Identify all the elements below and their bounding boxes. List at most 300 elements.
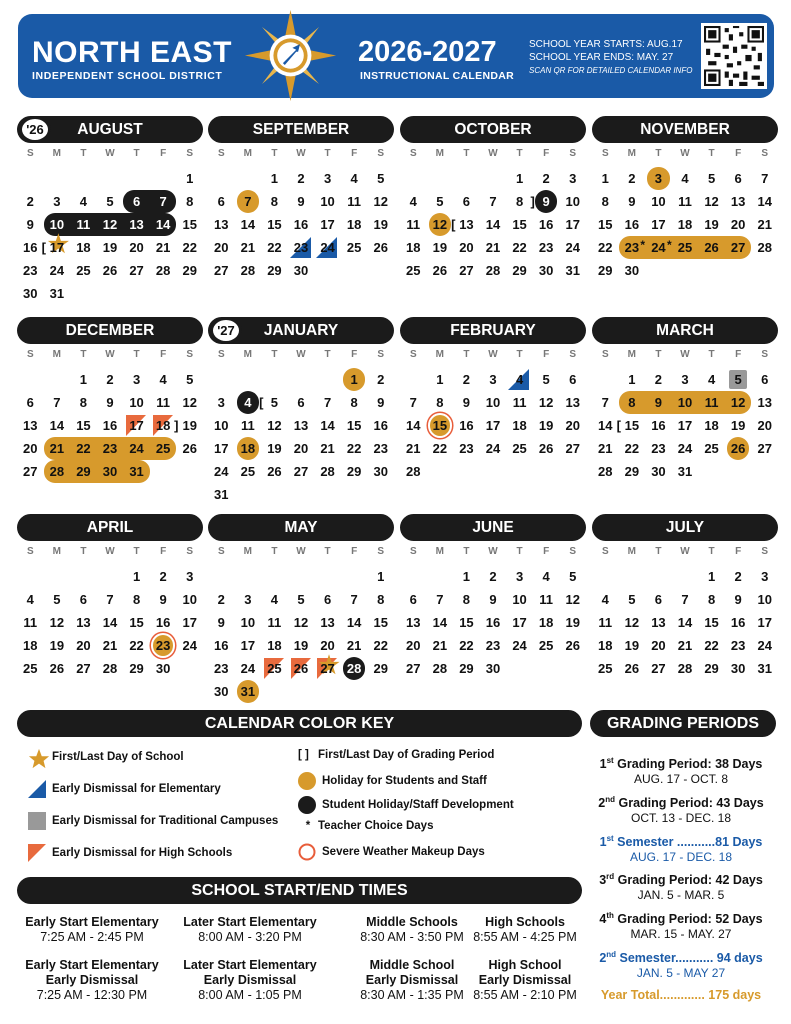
day-cell: 2 [377, 372, 385, 387]
day-cell: 18 [598, 638, 613, 653]
day-cell: 8 [619, 391, 646, 414]
weekday-label: F [543, 148, 550, 159]
weekday-label: S [761, 148, 769, 159]
day-cell: 29 [459, 661, 474, 676]
day-cell: 14 [240, 217, 256, 232]
day-cell: 10 [512, 592, 527, 607]
day-cell: 9 [26, 217, 34, 232]
weekday-label: S [601, 148, 609, 159]
day-cell: 19 [730, 418, 746, 433]
day-cell: 20 [651, 638, 666, 653]
weekday-label: S [186, 546, 194, 557]
empty-cell [288, 565, 315, 588]
weekday-label: M [52, 349, 62, 360]
day-cell: 29 [598, 263, 613, 278]
weekday-label: M [435, 546, 445, 557]
empty-cell [261, 368, 288, 391]
day-cell: 24 [485, 441, 501, 456]
empty-cell [17, 368, 44, 391]
school-time-range: 7:25 AM - 12:30 PM [36, 988, 148, 1002]
day-cell: 12 [565, 592, 580, 607]
day-cell: 3 [761, 569, 769, 584]
weekday-label: M [627, 148, 637, 159]
day-cell: 1 [132, 569, 141, 584]
empty-cell [208, 167, 235, 190]
day-cell: 9 [489, 592, 497, 607]
day-cell: 29 [624, 464, 640, 479]
day-cell: 29 [182, 263, 197, 278]
day-cell: 25 [406, 263, 421, 278]
day-cell: [ 15 [619, 414, 646, 437]
ring-circle-icon [298, 843, 316, 861]
header [18, 14, 774, 98]
semester-2: 2nd Semester........... 94 days JAN. 5 - MAY 27 [599, 950, 763, 981]
day-cell: 17 [651, 217, 666, 232]
school-time-range: 8:00 AM - 3:20 PM [198, 930, 302, 944]
day-cell: 24 [214, 464, 229, 479]
day-cell: 11 [678, 194, 692, 209]
day-cell: 19 [704, 217, 719, 232]
day-cell: 20 [76, 638, 91, 653]
day-cell: 28 [44, 460, 71, 483]
empty-cell [235, 368, 262, 391]
day-cell: 10 [214, 418, 229, 433]
day-cell: 4 [270, 592, 279, 607]
school-time-label: Middle Schools [366, 915, 458, 929]
day-cell: 15 [267, 217, 282, 232]
day-cell: 26 [288, 657, 315, 680]
day-cell: 9 [462, 395, 471, 410]
day-cell: 30 [624, 263, 640, 278]
day-cell: 28 [155, 263, 171, 278]
day-cell: 11 [156, 395, 170, 410]
day-cell: 1 [707, 569, 716, 584]
day-cell: 24 * [645, 236, 672, 259]
day-cell: 22 [267, 240, 282, 255]
day-cell: 26 [432, 263, 448, 278]
grading-period-4: 4th Grading Period: 52 Days MAR. 15 - MAY. 27 [599, 911, 763, 942]
day-cell: 4 [409, 194, 417, 209]
day-grid [17, 167, 203, 305]
weekday-label: M [243, 148, 253, 159]
weekday-label: S [26, 148, 34, 159]
day-cell: 22 [624, 441, 640, 456]
day-cell: 17 [214, 441, 229, 456]
month-header [208, 514, 394, 541]
weekday-label: T [133, 349, 140, 360]
month-name: OCTOBER [454, 121, 532, 138]
day-cell: 21 [757, 217, 772, 232]
day-cell: 17 [182, 615, 197, 630]
day-cell: 16 [293, 217, 309, 232]
day-cell: 19 [624, 638, 640, 653]
day-cell: 26 [727, 437, 750, 460]
day-cell: 4 [350, 171, 358, 186]
school-time-sub: Early Dismissal [45, 973, 139, 987]
day-cell: [ 17 ★ [44, 236, 71, 259]
school-time-range: 8:55 AM - 4:25 PM [473, 930, 577, 944]
day-cell: 5 [377, 171, 385, 186]
weekday-label: S [569, 546, 577, 557]
day-cell: 25 [150, 437, 177, 460]
key-label: Severe Weather Makeup Days [322, 846, 485, 858]
empty-cell [44, 167, 71, 190]
month-name: MARCH [656, 322, 714, 339]
empty-cell [619, 565, 646, 588]
day-cell: 16 [459, 418, 474, 433]
weekday-label: T [133, 546, 140, 557]
month-header [400, 116, 586, 143]
day-cell: 13 [123, 213, 150, 236]
day-cell: 13 [730, 194, 746, 209]
weekday-label: W [296, 546, 306, 557]
day-cell: 18 [538, 615, 554, 630]
empty-cell [70, 167, 97, 190]
day-cell: 29 [129, 661, 144, 676]
year-info [529, 38, 692, 77]
day-cell: 21 [44, 437, 71, 460]
day-cell: 3 [217, 395, 225, 410]
weekday-label: F [735, 148, 742, 159]
weekday-label: W [488, 546, 498, 557]
day-cell: 13 [565, 395, 580, 410]
day-cell: 20 [320, 638, 335, 653]
day-cell: 13 [651, 615, 666, 630]
day-cell: 25 [346, 240, 362, 255]
day-cell: 4 [79, 194, 88, 209]
day-cell: 3 [53, 194, 61, 209]
empty-cell [427, 167, 454, 190]
day-cell: 20 [293, 441, 309, 456]
month-name: SEPTEMBER [252, 121, 350, 138]
weekday-label: S [217, 349, 225, 360]
day-cell: 14 [406, 418, 421, 433]
day-cell: 30 [373, 464, 388, 479]
day-cell: 22 [459, 638, 474, 653]
day-cell: 9 [645, 391, 672, 414]
day-cell: 15 [598, 217, 613, 232]
day-cell: 25 [23, 661, 38, 676]
day-cell: 31 [677, 464, 693, 479]
day-cell: 27 [651, 661, 666, 676]
day-cell: 30 [155, 661, 171, 676]
day-cell: 16 [23, 240, 38, 255]
empty-cell [592, 368, 619, 391]
day-cell: 10 [129, 395, 144, 410]
day-cell: 12 [624, 615, 640, 630]
day-cell: 27 [23, 464, 38, 479]
school-year: 2026-2027 [358, 36, 497, 68]
weekday-row [17, 148, 203, 164]
day-cell: 23 [459, 441, 474, 456]
day-cell: 8 [132, 592, 141, 607]
day-cell: 4 [506, 368, 533, 391]
weekday-label: M [243, 349, 253, 360]
day-cell: 17 [123, 414, 150, 437]
day-cell: 20 [730, 217, 746, 232]
day-cell: 2 [297, 171, 305, 186]
semester-1: 1st Semester ...........81 Days AUG. 17 - DEC. 18 [599, 834, 763, 865]
day-cell: 2 [106, 372, 114, 387]
weekday-label: S [186, 148, 194, 159]
day-cell: 17 [485, 418, 501, 433]
day-cell: 8 [462, 592, 471, 607]
day-cell: 7 [106, 592, 114, 607]
day-cell: 28 [677, 661, 693, 676]
empty-cell [427, 565, 454, 588]
school-time-range: 8:30 AM - 1:35 PM [360, 988, 464, 1002]
day-cell: 16 [102, 418, 118, 433]
weekday-label: T [324, 546, 331, 557]
weekday-row [592, 148, 778, 164]
empty-cell [97, 167, 124, 190]
day-cell: 5 [707, 171, 716, 186]
day-cell: 4 [26, 592, 34, 607]
day-cell: 9 [377, 395, 385, 410]
weekday-label: T [655, 349, 662, 360]
day-cell: 22 [70, 437, 97, 460]
day-cell: 13 [320, 615, 335, 630]
day-cell: 3 [681, 372, 689, 387]
qr-code-icon[interactable] [701, 23, 767, 89]
day-cell: 28 [485, 263, 501, 278]
day-cell: 18 [512, 418, 527, 433]
weekday-label: T [655, 148, 662, 159]
day-cell: 19 [293, 638, 309, 653]
day-cell: 11 [70, 213, 97, 236]
day-cell: 25 [538, 638, 554, 653]
month-october [400, 116, 586, 282]
day-cell: 11 [347, 194, 361, 209]
day-cell: 3 [186, 569, 194, 584]
day-cell: 13 [406, 615, 421, 630]
day-cell: 31 [237, 680, 260, 703]
day-grid [592, 167, 778, 282]
day-cell: 20 [459, 240, 474, 255]
day-cell: 23 [23, 263, 38, 278]
weekday-label: T [80, 546, 87, 557]
school-time-range: 8:30 AM - 3:50 PM [360, 930, 464, 944]
day-cell: 8 [186, 194, 194, 209]
day-cell: 24 [314, 236, 341, 259]
day-cell: 16 [214, 638, 229, 653]
empty-cell [150, 167, 177, 190]
blue-triangle-icon [28, 780, 46, 798]
weekday-label: T [708, 349, 715, 360]
day-cell: 15 [704, 615, 719, 630]
day-cell: 8 [79, 395, 88, 410]
day-cell: 9 [628, 194, 636, 209]
day-cell: 27 [293, 464, 309, 479]
day-cell: 6 [79, 592, 88, 607]
day-cell: 25 [76, 263, 91, 278]
day-cell: 19 [49, 638, 65, 653]
weekday-label: S [409, 546, 417, 557]
day-cell: 12 [49, 615, 65, 630]
empty-cell [17, 565, 44, 588]
day-cell: 21 [677, 638, 693, 653]
day-cell: 16 [155, 615, 171, 630]
day-cell: 1 [377, 569, 385, 584]
day-cell: 24 [182, 638, 197, 653]
day-cell: 16 [651, 418, 666, 433]
month-august [17, 116, 203, 305]
weekday-label: F [351, 349, 358, 360]
day-cell: 5 [106, 194, 114, 209]
day-cell: 30 [97, 460, 124, 483]
empty-cell [453, 167, 480, 190]
day-cell: 21 [155, 240, 171, 255]
day-cell: 13 [76, 615, 91, 630]
weekday-label: S [409, 349, 417, 360]
weekday-label: W [105, 148, 115, 159]
day-cell: 24 [512, 638, 527, 653]
school-time-entry [22, 958, 162, 1003]
month-may [208, 514, 394, 703]
day-cell: 9 [535, 190, 558, 213]
day-cell: 28 [343, 657, 366, 680]
day-cell: 26 [182, 441, 197, 456]
day-cell: 4 [159, 372, 167, 387]
day-cell: 1 [628, 372, 636, 387]
day-cell: 6 [409, 592, 417, 607]
day-cell: 9 [106, 395, 114, 410]
weekday-label: T [271, 349, 278, 360]
star-icon [28, 748, 46, 766]
school-time-label: High School [488, 958, 562, 972]
day-cell: 2 [217, 592, 225, 607]
day-cell: 18 [267, 638, 282, 653]
weekday-label: T [708, 148, 715, 159]
key-label: Holiday for Students and Staff [322, 775, 487, 787]
key-early-traditional [28, 812, 278, 830]
day-cell: 1 [601, 171, 609, 186]
day-cell: 3 [489, 372, 497, 387]
month-april [17, 514, 203, 680]
month-header [592, 116, 778, 143]
compass-logo-icon [243, 8, 338, 103]
day-cell: 18 [23, 638, 38, 653]
weekday-row [592, 546, 778, 562]
weekday-label: S [569, 349, 577, 360]
month-name: JUNE [472, 519, 514, 536]
weekday-label: T [516, 546, 523, 557]
day-cell: 4 [237, 391, 260, 414]
weekday-label: T [708, 546, 715, 557]
day-cell: 7 [237, 190, 260, 213]
day-cell: 31 [123, 460, 150, 483]
weekday-label: T [80, 148, 87, 159]
day-cell: 4 [601, 592, 609, 607]
day-cell: 19 [102, 240, 118, 255]
day-cell: 3 [515, 569, 524, 584]
weekday-label: F [160, 546, 167, 557]
weekday-label: W [488, 349, 498, 360]
key-label: Student Holiday/Staff Development [322, 799, 514, 811]
day-cell: 12 [725, 391, 752, 414]
key-label: Teacher Choice Days [318, 820, 434, 832]
month-header [208, 116, 394, 143]
day-grid [400, 565, 586, 680]
day-cell: 3 [132, 372, 141, 387]
key-early-elementary [28, 780, 221, 798]
day-cell: 7 [409, 395, 417, 410]
year-badge: '27 [210, 317, 242, 344]
day-cell: 5 [628, 592, 636, 607]
weekday-label: F [543, 349, 550, 360]
day-cell: 8 [436, 395, 444, 410]
weekday-label: F [351, 148, 358, 159]
day-cell: 30 [214, 684, 229, 699]
weekday-label: T [133, 148, 140, 159]
day-cell: 15 [182, 217, 197, 232]
empty-cell [44, 565, 71, 588]
scan-note: SCAN QR FOR DETAILED CALENDAR INFO [529, 66, 693, 75]
day-cell: 12 [538, 395, 554, 410]
day-cell: 28 [320, 464, 335, 479]
day-cell: 25 [672, 236, 699, 259]
day-cell: 15 [129, 615, 144, 630]
month-june [400, 514, 586, 680]
day-cell: 10 [240, 615, 256, 630]
gold-circle-icon [298, 772, 316, 790]
day-cell: 20 [565, 418, 580, 433]
key-label: First/Last Day of Grading Period [318, 749, 495, 761]
day-cell: 8 [601, 194, 609, 209]
day-cell: 26 [698, 236, 725, 259]
weekday-label: S [569, 148, 577, 159]
day-cell: 10 [565, 194, 580, 209]
day-cell: 30 [485, 661, 501, 676]
weekday-label: M [435, 148, 445, 159]
day-cell: 5 [53, 592, 61, 607]
year-total: Year Total............. 175 days [600, 988, 762, 1002]
day-grid [208, 368, 394, 506]
day-cell: 6 [654, 592, 663, 607]
month-header [400, 317, 586, 344]
day-cell: 9 [159, 592, 167, 607]
day-cell: 18 [406, 240, 421, 255]
day-cell: 24 [565, 240, 580, 255]
day-cell: 13 [214, 217, 229, 232]
day-cell: 27 [459, 263, 474, 278]
color-key-title: CALENDAR COLOR KEY [17, 710, 582, 737]
bracket-icon: [ ] [298, 749, 309, 761]
day-cell: 21 [406, 441, 421, 456]
day-cell: 6 [761, 372, 769, 387]
day-cell: 14 [485, 217, 501, 232]
day-cell: 19 [432, 240, 448, 255]
day-cell: 17 [240, 638, 256, 653]
day-cell: 19 [373, 217, 388, 232]
day-cell: 18 [76, 240, 91, 255]
school-time-label: High Schools [485, 915, 565, 929]
day-cell: 27 [406, 661, 421, 676]
day-cell: 10 [44, 213, 71, 236]
gray-square-icon [28, 812, 46, 830]
day-cell: 22 [704, 638, 719, 653]
day-cell: 2 [26, 194, 34, 209]
day-cell: 23 [730, 638, 746, 653]
key-teacher-choice [298, 820, 433, 832]
day-cell: 27 [725, 236, 752, 259]
day-grid [592, 368, 778, 483]
day-cell: 31 [49, 286, 65, 301]
month-name: APRIL [86, 519, 134, 536]
day-cell: 26 [102, 263, 118, 278]
day-cell: 7 [436, 592, 444, 607]
day-cell: 19 [565, 615, 580, 630]
